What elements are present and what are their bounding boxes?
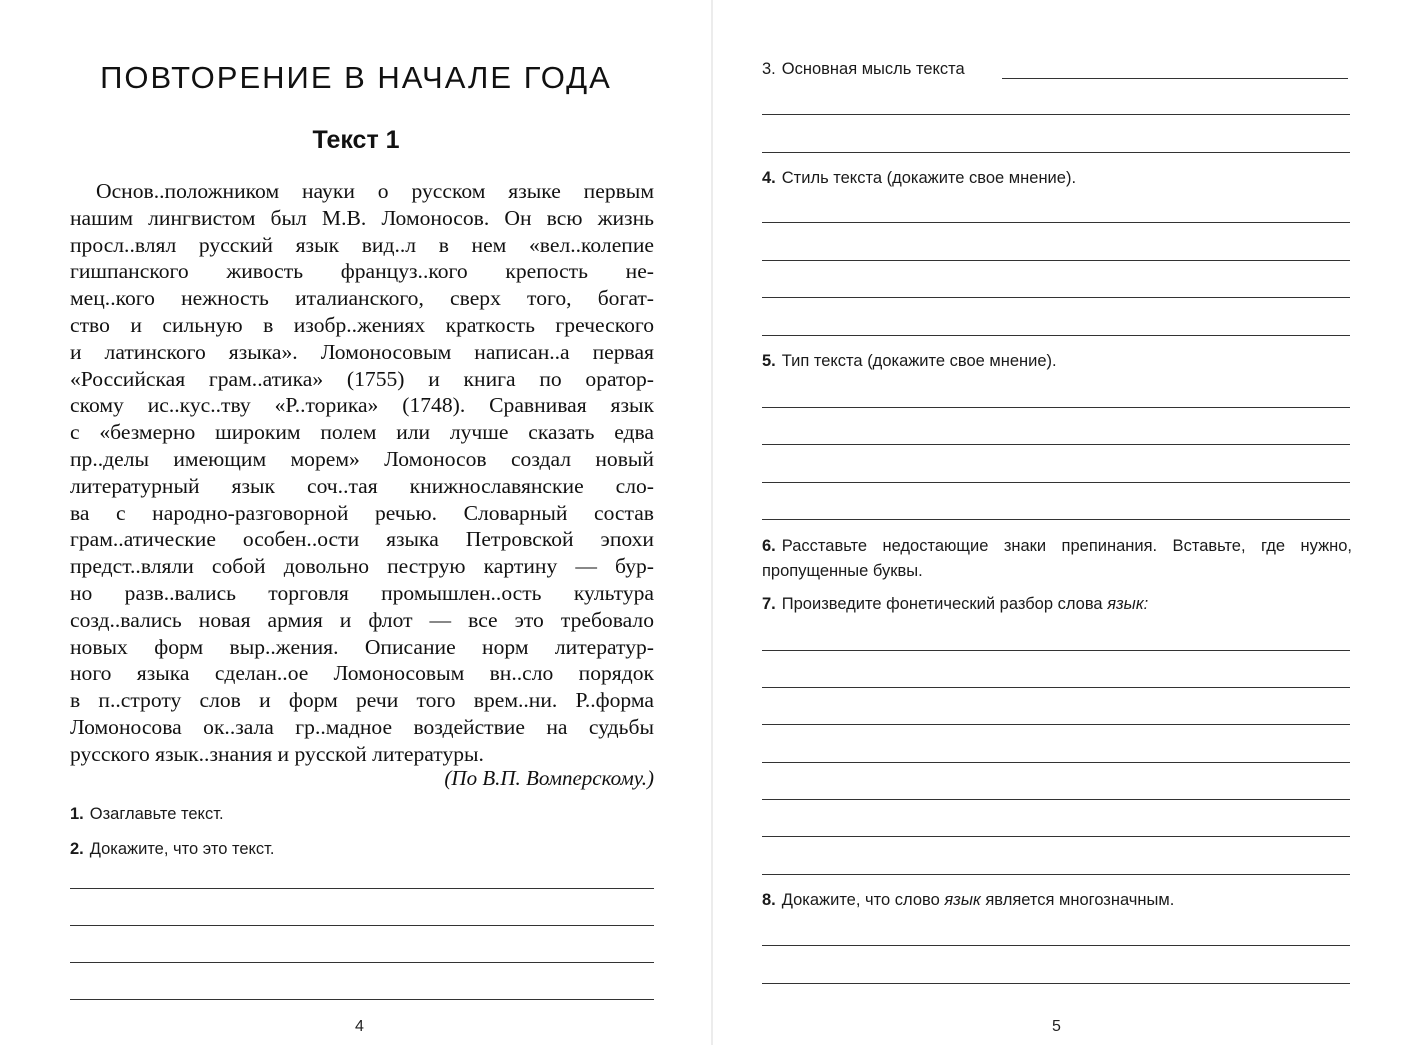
attribution: (По В.П. Вомперскому.)	[444, 766, 654, 790]
answer-line[interactable]	[70, 962, 654, 963]
question-number: 1.	[70, 805, 84, 823]
passage-line: новых форм выр..жения. Описание норм литератур-	[70, 634, 654, 659]
question-keyword: язык:	[1107, 595, 1149, 613]
question-number: 2.	[70, 840, 84, 858]
question-text: Произведите фонетический разбор слова	[781, 595, 1103, 613]
passage-line: скому ис..кус..тву «Р..торика» (1748). Сравнивая язык	[70, 393, 654, 418]
passage-line: предст..вляли собой довольно пеструю картину — бур-	[70, 554, 654, 579]
question-2	[70, 840, 274, 859]
passage-line: грам..атические особен..ости языка Петровской эпохи	[70, 527, 654, 552]
question-text: Основная мысль текста	[781, 60, 965, 78]
question-number: 7.	[762, 595, 776, 613]
answer-line[interactable]	[762, 799, 1350, 800]
passage-line: мец..кого нежность италианского, сверх того, богат-	[70, 286, 654, 311]
question-5	[762, 352, 1057, 371]
answer-line[interactable]	[762, 650, 1350, 651]
question-8	[762, 891, 1174, 910]
page-number: 4	[355, 1018, 364, 1035]
passage-line: Ломоносова ок..зала гр..мадное воздействие на судьбы	[70, 714, 654, 739]
question-1	[70, 805, 224, 824]
page-number: 5	[1052, 1018, 1061, 1035]
answer-line[interactable]	[762, 444, 1350, 445]
passage-line: в п..строту слов и форм речи того врем..ни. Р..форма	[70, 688, 654, 713]
passage-line: просл..влял русский язык вид..л в нем «вел..колепие	[70, 232, 654, 257]
answer-line[interactable]	[1002, 78, 1348, 79]
answer-line[interactable]	[762, 762, 1350, 763]
passage-line: пр..делы имеющим морем» Ломоносов создал новый	[70, 446, 654, 471]
passage-line: ва с народно-разговорной речью. Словарный состав	[70, 500, 654, 525]
question-text: Стиль текста (докажите свое мнение).	[781, 169, 1077, 187]
passage-line: и латинского языка». Ломоносовым написан..а первая	[70, 339, 654, 364]
passage-line: ство и сильную в изобр..жениях краткость греческого	[70, 312, 654, 337]
answer-line[interactable]	[762, 297, 1350, 298]
answer-line[interactable]	[70, 888, 654, 889]
answer-line[interactable]	[762, 407, 1350, 408]
question-number: 8.	[762, 891, 776, 909]
question-number: 4.	[762, 169, 776, 187]
answer-line[interactable]	[762, 836, 1350, 837]
passage-line: гишпанского живость француз..кого крепость не-	[70, 259, 654, 284]
passage-line: но разв..вались торговля промышлен..ость культура	[70, 580, 654, 605]
question-text: Расставьте недостающие знаки препинания. Вставьте, где нужно, пропущенные буквы.	[762, 537, 1352, 580]
answer-line[interactable]	[762, 945, 1350, 946]
answer-line[interactable]	[70, 999, 654, 1000]
answer-line[interactable]	[762, 519, 1350, 520]
answer-line[interactable]	[762, 687, 1350, 688]
question-number: 3.	[762, 60, 776, 78]
question-text: Докажите, что это текст.	[89, 840, 275, 858]
answer-line[interactable]	[70, 925, 654, 926]
passage-line: «Российская грам..атика» (1755) и книга по оратор-	[70, 366, 654, 391]
question-number: 6.	[762, 537, 776, 555]
section-title: ПОВТОРЕНИЕ В НАЧАЛЕ ГОДА	[100, 60, 612, 95]
answer-line[interactable]	[762, 335, 1350, 336]
question-text: Озаглавьте текст.	[89, 805, 224, 823]
answer-line[interactable]	[762, 152, 1350, 153]
answer-line[interactable]	[762, 114, 1350, 115]
answer-line[interactable]	[762, 724, 1350, 725]
question-6	[762, 534, 1352, 584]
question-text: Тип текста (докажите свое мнение).	[781, 352, 1057, 370]
question-text: Докажите, что слово	[781, 891, 940, 909]
passage-line: ного языка сделан..ое Ломоносовым вн..сло порядок	[70, 661, 654, 686]
answer-line[interactable]	[762, 983, 1350, 984]
answer-line[interactable]	[762, 222, 1350, 223]
passage-line: русского язык..знания и русской литературы.	[70, 741, 484, 766]
text-title: Текст 1	[312, 126, 400, 154]
passage-line: нашим лингвистом был М.В. Ломоносов. Он всю жизнь	[70, 205, 654, 230]
question-keyword: язык	[944, 891, 981, 909]
question-3	[762, 60, 965, 79]
question-4	[762, 169, 1076, 188]
question-number: 5.	[762, 352, 776, 370]
answer-line[interactable]	[762, 482, 1350, 483]
answer-line[interactable]	[762, 260, 1350, 261]
answer-line[interactable]	[762, 874, 1350, 875]
passage-line: созд..вались новая армия и флот — все это требовало	[70, 607, 654, 632]
passage-line: литературный язык соч..тая книжнославянские сло-	[70, 473, 654, 498]
passage-line: с «безмерно широким полем или лучше сказать едва	[70, 420, 654, 445]
text-passage	[70, 178, 654, 768]
question-7	[762, 595, 1148, 614]
question-text: является многозначным.	[985, 891, 1175, 909]
passage-line: Основ..положником науки о русском языке первым	[96, 179, 654, 203]
